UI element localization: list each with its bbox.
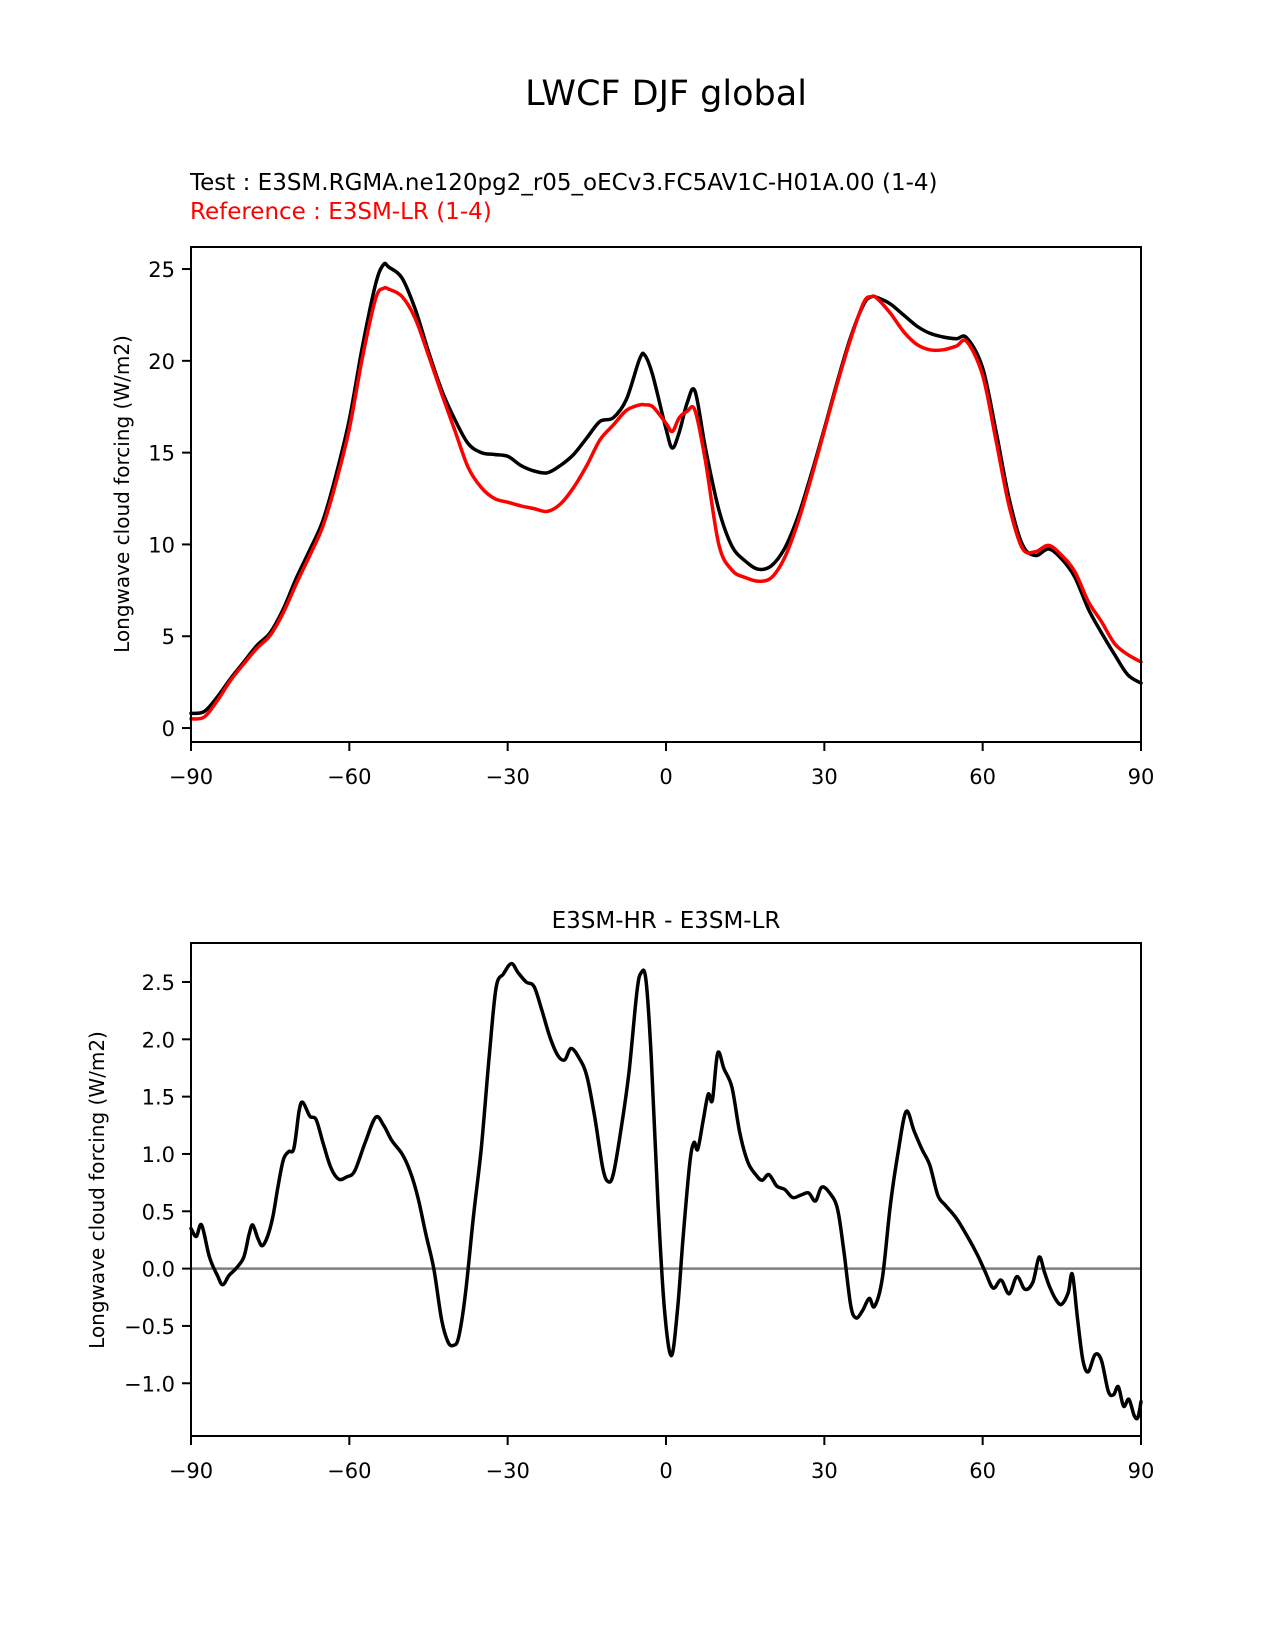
bottom-chart-x-tick-label: −60 xyxy=(327,1459,372,1483)
reference-curve xyxy=(191,288,1141,719)
bottom-chart-x-tick-label: 90 xyxy=(1127,1459,1155,1483)
bottom-chart-y-tick-label: 0.5 xyxy=(141,1200,175,1225)
bottom-chart-x-tick-label: 0 xyxy=(659,1459,673,1483)
bottom-chart-x-tick-label: −30 xyxy=(485,1459,530,1483)
difference-chart-title: E3SM-HR - E3SM-LR xyxy=(551,908,781,934)
bottom-chart-y-axis-label: Longwave cloud forcing (W/m2) xyxy=(85,1031,109,1349)
test-run-label: Test : E3SM.RGMA.ne120pg2_r05_oECv3.FC5AV1C-H01A.00 (1-4) xyxy=(190,170,938,196)
bottom-chart-y-tick-label: 0.0 xyxy=(141,1257,175,1282)
top-chart-x-tick-label: −60 xyxy=(327,765,372,789)
top-chart-y-tick-label: 15 xyxy=(148,441,175,466)
bottom-chart-y-tick-label: 2.5 xyxy=(141,970,175,995)
top-chart-x-tick-label: −90 xyxy=(168,765,214,789)
top-chart-y-tick-label: 0 xyxy=(161,717,175,742)
bottom-chart-y-tick-label: 1.5 xyxy=(141,1085,175,1110)
bottom-chart-x-tick-label: 60 xyxy=(969,1459,997,1483)
bottom-chart-x-tick-label: 30 xyxy=(810,1459,838,1483)
figure-title: LWCF DJF global xyxy=(525,74,807,114)
top-chart-x-tick-label: 60 xyxy=(969,765,997,789)
top-chart-x-tick-label: 30 xyxy=(810,765,838,789)
reference-run-label: Reference : E3SM-LR (1-4) xyxy=(190,199,492,225)
top-chart-y-tick-label: 20 xyxy=(148,349,175,374)
bottom-chart-x-tick-label: −90 xyxy=(168,1459,214,1483)
top-chart-y-tick-label: 10 xyxy=(148,533,175,558)
bottom-chart-y-tick-label: −1.0 xyxy=(124,1372,175,1397)
bottom-chart-frame xyxy=(191,943,1141,1436)
difference-curve xyxy=(191,964,1141,1419)
bottom-chart-y-tick-label: 1.0 xyxy=(141,1142,175,1167)
top-chart-x-tick-label: 0 xyxy=(659,765,673,789)
bottom-chart-y-tick-label: −0.5 xyxy=(124,1314,175,1339)
top-chart-y-tick-label: 25 xyxy=(148,258,175,283)
top-chart-y-tick-label: 5 xyxy=(161,625,175,650)
top-chart-x-tick-label: 90 xyxy=(1127,765,1155,789)
top-chart-x-tick-label: −30 xyxy=(485,765,530,789)
top-chart-y-axis-label: Longwave cloud forcing (W/m2) xyxy=(110,335,134,653)
bottom-chart-y-tick-label: 2.0 xyxy=(141,1028,175,1053)
